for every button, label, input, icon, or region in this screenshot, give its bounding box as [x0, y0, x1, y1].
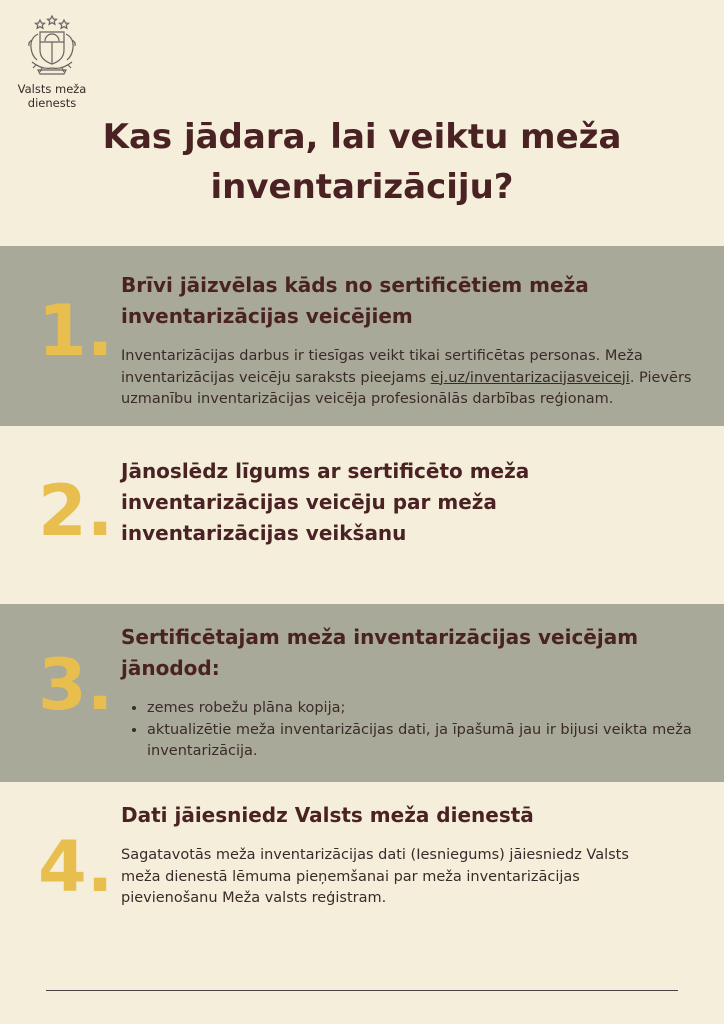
- org-name-line1: Valsts meža: [17, 82, 87, 96]
- step-1: [0, 246, 724, 426]
- step-description-line: Inventarizācijas darbus ir tiesīgas veikt tikai sertificētas personas. Meža: [121, 348, 643, 364]
- step-4: [0, 782, 724, 962]
- step-heading-line: Dati jāiesniedz Valsts meža dienestā: [121, 803, 534, 827]
- step-description: [121, 845, 704, 910]
- step-3: [0, 604, 724, 782]
- step-heading: [121, 270, 704, 332]
- step-heading-line: inventarizācijas veikšanu: [121, 521, 407, 545]
- step-description-line: uzmanību inventarizācijas veicēja profesionālās darbības reģionam.: [121, 391, 614, 407]
- footer-divider: [46, 990, 678, 991]
- step-description-line: meža dienestā lēmuma pieņemšanai par meža inventarizācijas: [121, 868, 580, 885]
- page-title-line1: Kas jādara, lai veiktu meža: [102, 117, 622, 157]
- latvia-coat-of-arms-icon: [18, 10, 86, 78]
- step-description-line: . Pievērs: [629, 369, 692, 386]
- step-heading-line: inventarizācijas veicējiem: [121, 304, 413, 328]
- document-list: [121, 698, 704, 763]
- step-heading: [121, 456, 704, 549]
- step-heading: [121, 622, 704, 684]
- step-description: [121, 346, 704, 411]
- logo: [12, 10, 92, 110]
- step-heading-line: Jānoslēdz līgums ar sertificēto meža: [121, 459, 530, 483]
- list-item: • zemes robežu plāna kopija;: [147, 698, 704, 720]
- step-heading-line: inventarizācijas veicēju par meža: [121, 490, 497, 514]
- page-title: [0, 112, 724, 212]
- step-description-line: Sagatavotās meža inventarizācijas dati (Iesniegums) jāiesniedz Valsts: [121, 847, 629, 863]
- step-heading-line: jānodod:: [121, 656, 220, 680]
- inventory-providers-link[interactable]: ej.uz/inventarizacijasveiceji: [430, 369, 630, 386]
- step-2: [0, 426, 724, 604]
- step-number: 3.: [38, 644, 114, 726]
- page-title-line2: inventarizāciju?: [210, 167, 514, 207]
- org-name-line2: dienests: [27, 96, 77, 110]
- step-number: 1.: [38, 290, 114, 372]
- step-heading: [121, 800, 704, 831]
- step-heading-line: Brīvi jāizvēlas kāds no sertificētiem meža: [121, 273, 589, 297]
- step-heading-line: Sertificētajam meža inventarizācijas veicējam: [121, 625, 639, 649]
- step-description-line: inventarizācijas veicēju saraksts pieejams: [121, 369, 431, 386]
- step-description-line: pievienošanu Meža valsts reģistram.: [121, 890, 387, 906]
- step-number: 2.: [38, 470, 114, 552]
- list-item: • aktualizētie meža inventarizācijas dati, ja īpašumā jau ir bijusi veikta meža inventarizācija.: [147, 720, 704, 763]
- step-number: 4.: [38, 826, 114, 908]
